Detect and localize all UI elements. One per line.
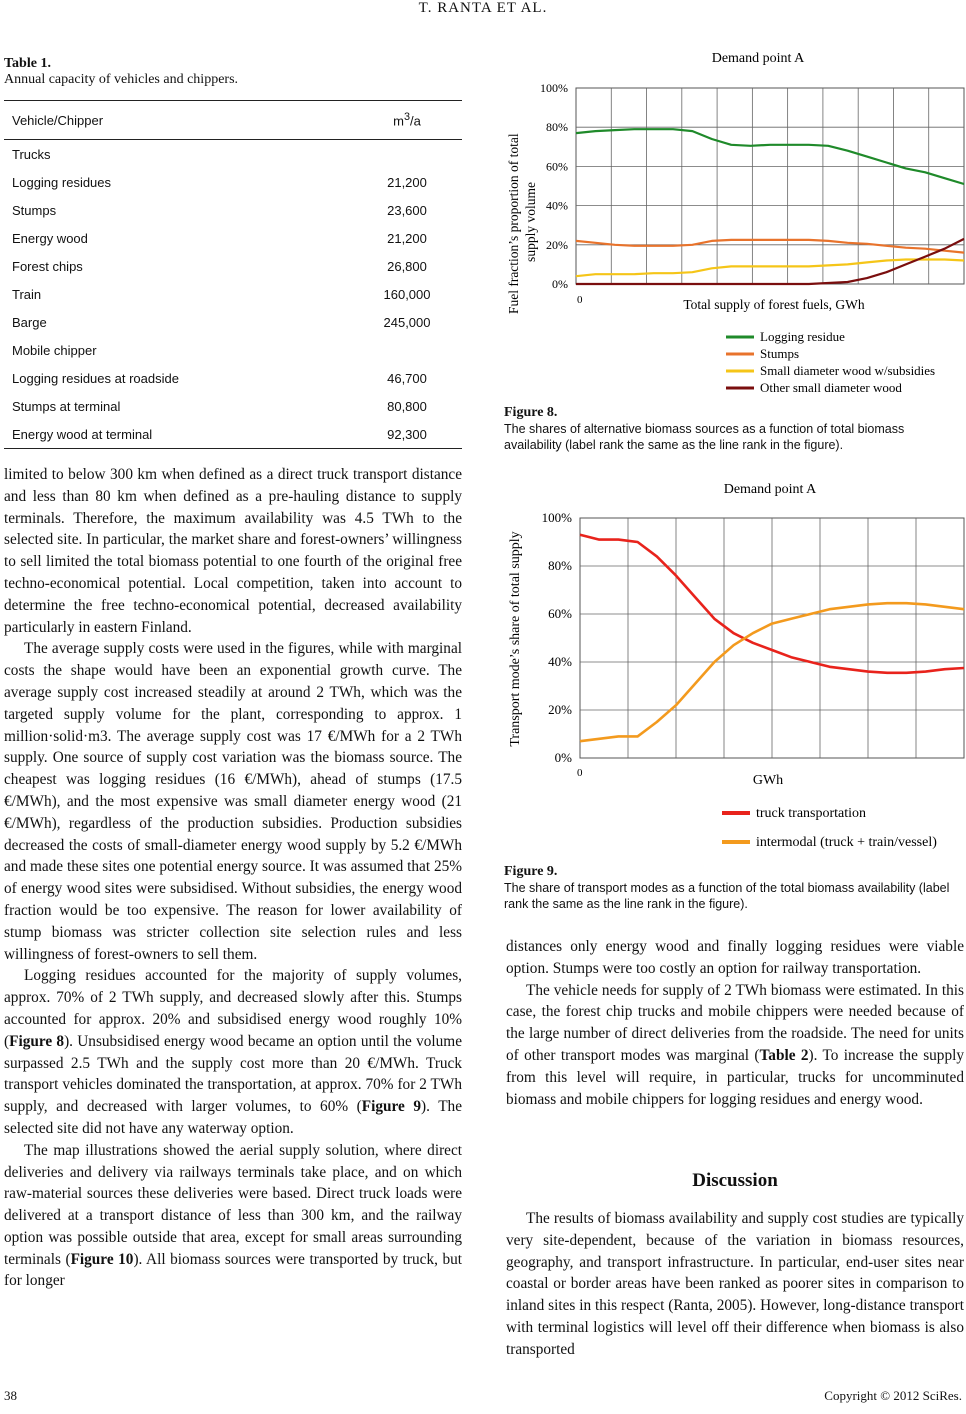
x-axis-label: Total supply of forest fuels, GWh [683, 297, 865, 312]
y-axis-label: Transport mode’s share of total supply [508, 531, 523, 747]
table-cell-name: Barge [12, 314, 47, 330]
table-row [4, 308, 462, 336]
figure8-caption [504, 405, 964, 453]
table-cell-name: Stumps [12, 202, 57, 218]
y-tick-label: 0% [552, 277, 568, 291]
table-label: Table 1. [4, 56, 51, 71]
chart-title: Demand point A [711, 51, 805, 66]
chart-legend [722, 806, 937, 850]
table-cell-name: Train [12, 286, 42, 302]
table-cell-value: 245,000 [383, 314, 431, 330]
table-col-header-unit: $m^3/a$ [393, 111, 421, 129]
figure-reference[interactable]: Figure 10 [70, 1250, 134, 1268]
y-tick-label: 100% [541, 510, 572, 525]
figure-caption-text: The share of transport modes as a function of the total biomass availability (label rank the same as the line rank in the figure). [504, 881, 950, 911]
table-cell-value: 160,000 [383, 286, 431, 302]
table-cell-value: 80,800 [387, 398, 427, 414]
copyright: Copyright © 2012 SciRes. [824, 1388, 962, 1403]
table-cell-value [352, 336, 462, 364]
table-header-row [4, 101, 462, 140]
legend-label: intermodal (truck + train/vessel) [756, 835, 937, 850]
text-run: ). The selected site did not have any waterway option. [4, 1098, 462, 1137]
table-row [4, 420, 462, 449]
figure-reference[interactable]: Figure 9 [361, 1098, 422, 1116]
figure-reference[interactable]: Figure 8 [9, 1032, 65, 1050]
figure-label: Figure 9. [504, 864, 558, 879]
text-run: The map illustrations showed the aerial supply solution, where direct deliveries and delivery via railways terminals take place, and on which raw-material sources these deliveries were based. Direct truck loads were delivered at a transport distance of less than 300 km, and the railway option was possible outside that area, except for small areas surrounding terminals ( [4, 1141, 462, 1268]
table-caption [4, 56, 238, 88]
y-axis-label-line2: supply volume [523, 182, 538, 262]
page-number: 38 [4, 1388, 17, 1403]
y-axis-label-line1: Fuel fraction’s proportion of total [506, 133, 521, 315]
y-tick-label: 40% [548, 654, 572, 669]
y-axis-label [506, 130, 538, 314]
table-cell-name: Energy wood [12, 230, 88, 246]
text-run: Logging residues accounted for the majority of supply volumes, approx. 70% of 2 TWh supply, and decreased slowly after this. Stumps accounted for approx. 20% and subsidised energy wood roughly 10% ( [4, 967, 462, 1050]
paragraph [4, 965, 462, 1139]
table-cell-name: Trucks [12, 146, 51, 162]
y-tick-label: 100% [540, 81, 568, 95]
table-row [4, 168, 462, 196]
right-column-text [506, 936, 964, 1110]
y-tick-label: 60% [548, 606, 572, 621]
y-tick-label: 80% [546, 120, 568, 135]
text-run: ). To increase the supply from this level will require, in particular, trucks for uncomminuted biomass and mobile chippers for logging residues and energy wood. [506, 1046, 964, 1108]
paragraph [506, 980, 964, 1111]
paragraph: distances only energy wood and finally logging residues were viable option. Stumps were too costly an option for railway transportation. [506, 938, 964, 977]
chart-legend [726, 329, 935, 395]
y-tick-label: 40% [546, 198, 568, 213]
table-row [4, 252, 462, 280]
table-cell-name: Mobile chipper [12, 342, 97, 358]
figure9-caption [504, 864, 964, 912]
figure-caption-text: The shares of alternative biomass sources as a function of total biomass availability (label rank the same as the line rank in the figure). [504, 422, 905, 452]
figure8-chart [500, 40, 966, 400]
legend-label: Stumps [760, 346, 800, 361]
x-tick-label: 0 [577, 294, 583, 306]
paragraph: The average supply costs were used in the figures, while with marginal costs the shape would have been an exponential growth curve. The average supply cost increased steadily at around 2 TWh, which was the targeted supply volume for the plant, corresponding to approx. 1 million·solid·m3. The average supply cost was 17 €/MWh for a 2 TWh supply. One source of supply cost variation was the biomass source. The cheapest was logging residues (16 €/MWh), ahead of stumps (17.5 €/MWh), and the most expensive was small diameter energy wood (21 €/MWh), regardless of the production subsidies. Production subsidies decreased the costs of small-diameter energy wood supply by 5.2 €/MWh and made these sites one potential energy source. It was assumed that 25% of energy wood sites were subsidised. Without subsidies, the energy wood fraction would be too expensive. The reason for lower availability of stump biomass was stricter collection site selection rules and less willingness of forest-owners to sell them. [4, 640, 462, 963]
plot-area [542, 510, 964, 765]
paragraph: limited to below 300 km when defined as a direct truck transport distance and less than 80 km when defined as a pre-hauling distance to supply terminals. Therefore, the maximum availability was 4.5 TWh to the selected site. In particular, the market share and forest-owners’ willingness to sell limited the total biomass potential to one fourth of the original free techno-economical potential. Local competition, taken into account to determine the free techno-economical potential, decreased availability particularly in eastern Finland. [4, 466, 462, 636]
table-cell-name: Stumps at terminal [12, 398, 121, 414]
running-head: T. RANTA ET AL. [418, 0, 548, 16]
legend-label: Other small diameter wood [760, 380, 902, 395]
x-tick-label: 0 [577, 767, 583, 779]
text-run: ). Unsubsidised energy wood became an option until the volume surpassed 2.5 TWh and the supply cost more than 20 €/MWh. Truck transport vehicles dominated the transportation, at approx. 70% for 2 TWh supply, and decreased with larger volumes, to 60% ( [4, 1032, 462, 1116]
table-row [4, 140, 462, 169]
table-body [4, 140, 462, 449]
text-run: ). All biomass sources were transported by truck, but for longer [4, 1250, 462, 1290]
text-run: The vehicle needs for supply of 2 TWh biomass were estimated. In this case, the forest chip trucks and mobile chippers were needed because of the large number of direct deliveries from the roadside. The need for units of other transport modes was marginal ( [506, 981, 964, 1064]
legend-label: Small diameter wood w/subsidies [760, 363, 936, 378]
table-caption-text: Annual capacity of vehicles and chippers. [4, 72, 239, 87]
left-column-text [4, 464, 462, 1292]
table-cell-value: 46,700 [387, 370, 427, 386]
table-cell-name: Logging residues [12, 174, 112, 190]
table-row [4, 364, 462, 392]
legend-label: Logging residue [760, 329, 845, 344]
table-cell-name: Forest chips [12, 258, 83, 274]
section-heading-discussion: Discussion [692, 1170, 778, 1191]
legend-label: truck transportation [756, 806, 867, 821]
table-cell-value: 23,600 [387, 202, 427, 218]
table-cell-value: 21,200 [387, 230, 427, 246]
x-axis-label: GWh [752, 773, 784, 788]
plot-frame [576, 88, 964, 284]
chart-title: Demand point A [723, 482, 817, 497]
table-row [4, 336, 462, 364]
paragraph: The results of biomass availability and supply cost studies are typically very site-dependent, because of the variation in biomass resources, geography, and transport infrastructure. In particular, end-user sites near coastal or border areas have been ranked as poorer sites in comparison to inland sites in this respect (Ranta, 2005). However, long-distance transport with terminal logistics will level off their difference when biomass is also transported [506, 1210, 964, 1358]
table-col-header-vehicle: Vehicle/Chipper [12, 112, 104, 128]
table-cell-value: 26,800 [387, 258, 427, 274]
table-row [4, 392, 462, 420]
y-tick-label: 80% [548, 558, 572, 573]
table-cell-value [352, 140, 462, 169]
figure-label: Figure 8. [504, 405, 558, 420]
table-cell-name: Energy wood at terminal [12, 426, 153, 442]
y-tick-label: 0% [554, 750, 572, 765]
y-tick-label: 20% [546, 237, 568, 252]
discussion-text [506, 1208, 964, 1361]
paragraph [4, 1140, 462, 1293]
capacity-table [4, 100, 462, 449]
y-tick-label: 60% [546, 159, 568, 174]
table-row [4, 196, 462, 224]
table-cell-value: 21,200 [387, 174, 427, 190]
table-row [4, 224, 462, 252]
table-cell-name: Logging residues at roadside [12, 370, 179, 386]
figure9-chart [500, 470, 966, 860]
table-reference[interactable]: Table 2 [759, 1046, 809, 1064]
table-row [4, 280, 462, 308]
y-tick-label: 20% [548, 702, 572, 717]
table-cell-value: 92,300 [387, 426, 427, 442]
plot-area [540, 81, 964, 291]
